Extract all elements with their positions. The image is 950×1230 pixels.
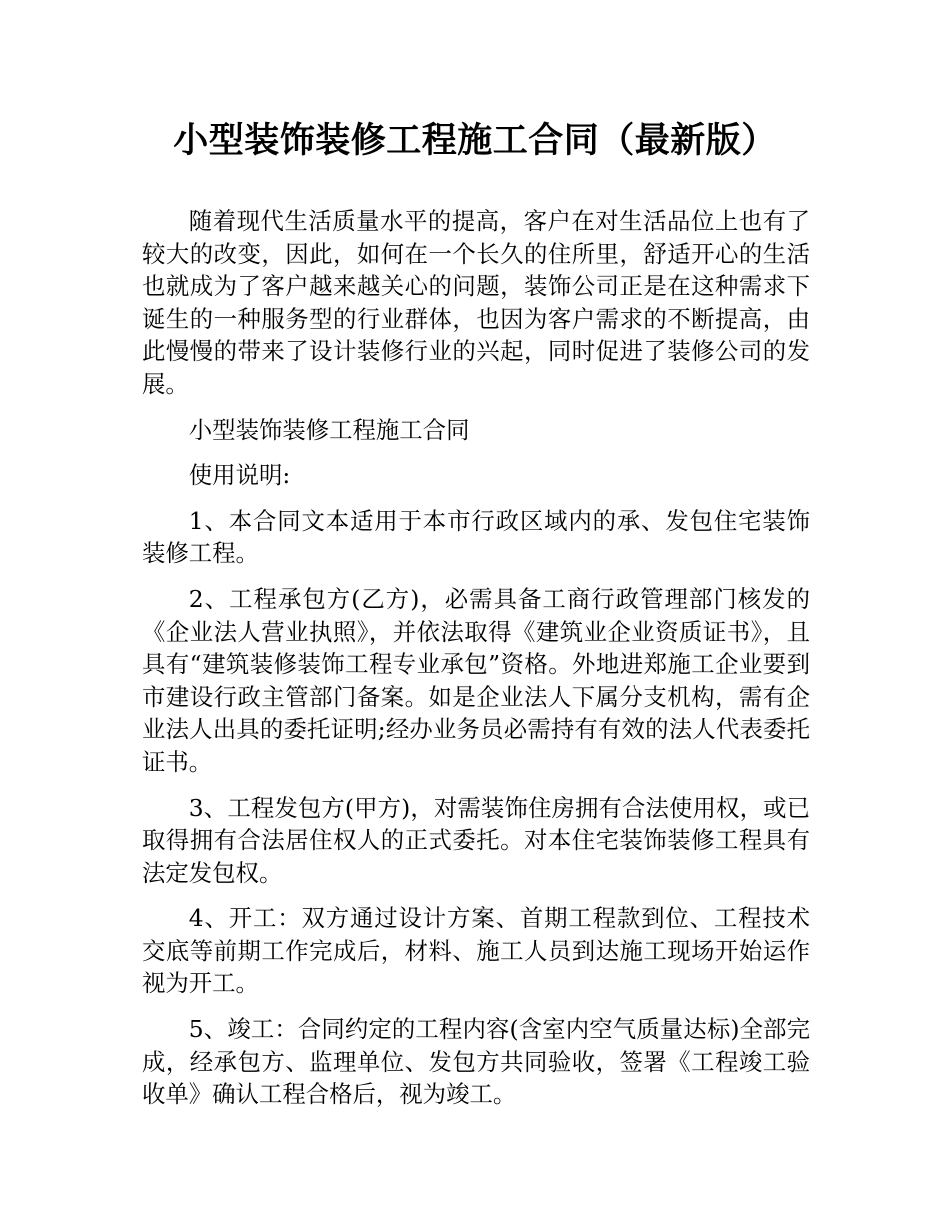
intro-paragraph: 随着现代生活质量水平的提高，客户在对生活品位上也有了较大的改变，因此，如何在一个长久的住所里，舒适开心的生活也就成为了客户越来越关心的问题，装饰公司正是在这种需求下诞生的一种服务型的行业群体，也因为客户需求的不断提高，由此慢慢的带来了设计装修行业的兴起，同时促进了装修公司的发展。 — [142, 207, 810, 398]
usage-instructions-heading: 使用说明: — [188, 461, 291, 490]
instruction-item-5: 5、竣工：合同约定的工程内容(含室内空气质量达标)全部完成，经承包方、监理单位、发包方共同验收，签署《工程竣工验收单》确认工程合格后，视为竣工。 — [142, 1015, 810, 1109]
instruction-item-2: 2、工程承包方(乙方)，必需具备工商行政管理部门核发的《企业法人营业执照》，并依法取得《建筑业企业资质证书》，且具有“建筑装修装饰工程专业承包”资格。外地进郑施工企业要到市建设行政主管部门备案。如是企业法人下属分支机构，需有企业法人出具的委托证明;经办业务员必需持有有效的法人代表委托证书。 — [142, 584, 810, 776]
document-title: 小型装饰装修工程施工合同（最新版） — [173, 121, 777, 161]
instruction-item-1: 1、本合同文本适用于本市行政区域内的承、发包住宅装饰装修工程。 — [142, 506, 810, 568]
instruction-item-4: 4、开工：双方通过设计方案、首期工程款到位、工程技术交底等前期工作完成后，材料、施工人员到达施工现场开始运作视为开工。 — [142, 904, 810, 998]
instruction-item-3: 3、工程发包方(甲方)，对需装饰住房拥有合法使用权，或已取得拥有合法居住权人的正式委托。对本住宅装饰装修工程具有法定发包权。 — [142, 793, 810, 887]
document-body — [142, 205, 810, 1124]
contract-name-paragraph: 小型装饰装修工程施工合同 — [188, 415, 470, 444]
